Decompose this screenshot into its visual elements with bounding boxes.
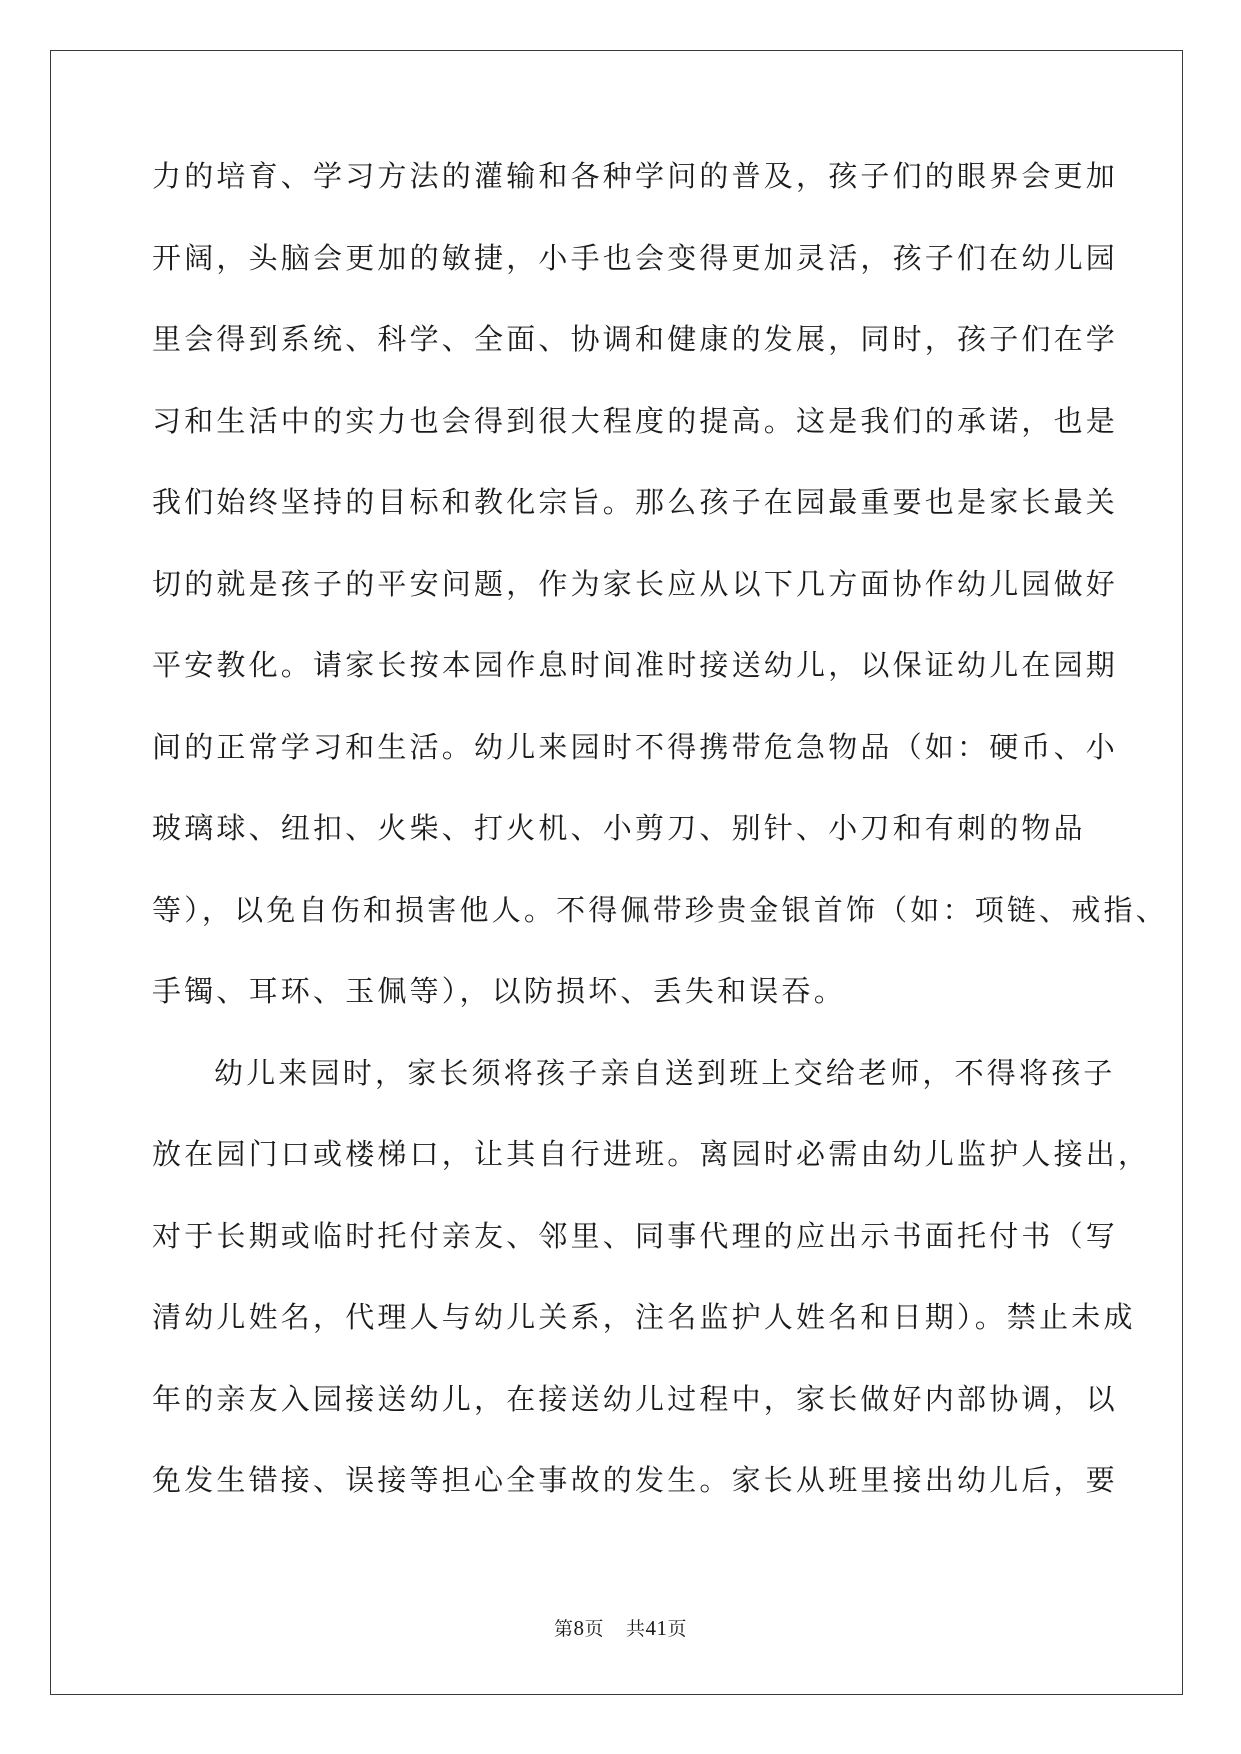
text-line-5: 我们始终坚持的目标和教化宗旨。那么孩子在园最重要也是家长最关 <box>152 485 1119 519</box>
text-line-7: 平安教化。请家长按本园作息时间准时接送幼儿，以保证幼儿在园期 <box>152 648 1119 682</box>
total-pages: 41 <box>645 1616 668 1640</box>
text-line-9: 玻璃球、纽扣、火柴、打火机、小剪刀、别针、小刀和有刺的物品 <box>152 811 1086 845</box>
total-prefix: 共 <box>626 1618 646 1640</box>
text-line-1: 力的培育、学习方法的灌输和各种学问的普及，孩子们的眼界会更加 <box>152 159 1119 193</box>
text-line-8: 间的正常学习和生活。幼儿来园时不得携带危急物品（如：硬币、小 <box>152 729 1119 764</box>
text-line-6: 切的就是孩子的平安问题，作为家长应从以下几方面协作幼儿园做好 <box>152 566 1119 601</box>
text-line-13: 放在园门口或楼梯口，让其自行进班。离园时必需由幼儿监护人接出， <box>152 1137 1151 1171</box>
text-line-15: 清幼儿姓名，代理人与幼儿关系，注名监护人姓名和日期）。禁止未成 <box>152 1300 1136 1334</box>
document-body <box>152 159 1168 1546</box>
page-number: 8 <box>573 1616 585 1640</box>
text-line-17: 免发生错接、误接等担心全事故的发生。家长从班里接出幼儿后，要 <box>152 1463 1119 1497</box>
page-footer <box>0 1614 1241 1641</box>
text-line-11: 手镯、耳环、玉佩等），以防损坏、丢失和误吞。 <box>152 974 846 1008</box>
text-line-16: 年的亲友入园接送幼儿，在接送幼儿过程中，家长做好内部协调，以 <box>152 1381 1119 1416</box>
text-line-12: 幼儿来园时，家长须将孩子亲自送到班上交给老师，不得将孩子 <box>214 1055 1116 1090</box>
page-prefix: 第 <box>553 1618 574 1640</box>
text-line-14: 对于长期或临时托付亲友、邻里、同事代理的应出示书面托付书（写 <box>152 1218 1119 1253</box>
text-line-10: 等），以免自伤和损害他人。不得佩带珍贵金银首饰（如：项链、戒指、 <box>152 892 1168 927</box>
text-line-3: 里会得到系统、科学、全面、协调和健康的发展，同时，孩子们在学 <box>152 322 1119 356</box>
text-line-4: 习和生活中的实力也会得到很大程度的提高。这是我们的承诺，也是 <box>152 403 1119 438</box>
total-suffix: 页 <box>667 1618 688 1640</box>
page-suffix: 页 <box>584 1618 604 1640</box>
text-line-2: 开阔，头脑会更加的敏捷，小手也会变得更加灵活，孩子们在幼儿园 <box>152 240 1119 275</box>
